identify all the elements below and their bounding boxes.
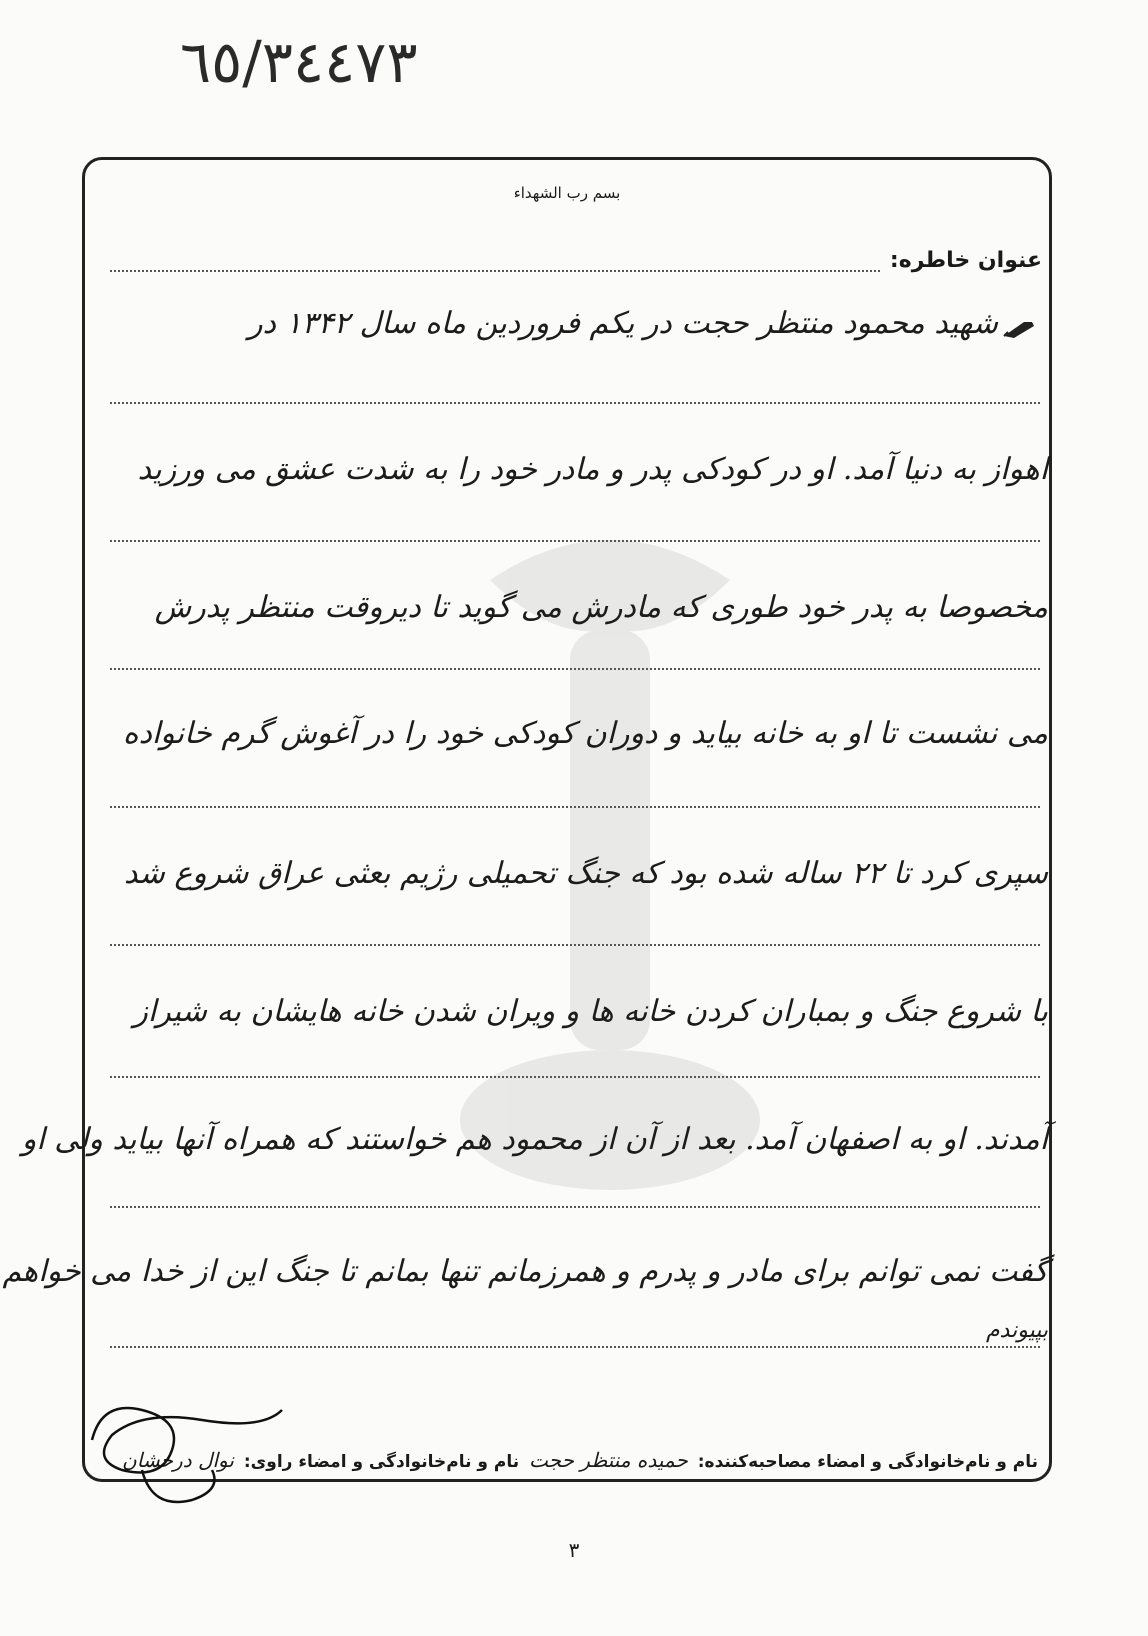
pen-icon [1002,318,1036,340]
narrator-name: نوال درخشان [122,1448,234,1472]
interviewer-label: نام و نام‌خانوادگی و امضاء مصاحبه‌کننده: [697,1452,1038,1472]
ruled-line [110,1206,1040,1208]
ruled-line [110,1346,1040,1348]
title-underline [110,270,880,272]
archive-number: ٦٥/٣٤٤٧٣ [180,28,418,96]
ruled-line [110,944,1040,946]
memoir-line-4: می نشست تا او به خانه بیاید و دوران کودکی خود را در آغوش گرم خانواده [122,716,1048,751]
ruled-line [110,1076,1040,1078]
memoir-line-9: بپیوندم [985,1318,1048,1343]
ruled-line [110,806,1040,808]
narrator-label: نام و نام‌خانوادگی و امضاء راوی: [243,1452,520,1472]
memoir-line-1: شهید محمود منتظر حجت در یکم فروردین ماه سال ۱۳۴۲ در [248,306,998,341]
signature-mark [82,1380,302,1520]
interviewer-name: حمیده منتظر حجت [529,1448,688,1472]
memoir-title-label: عنوان خاطره: [889,248,1042,273]
memoir-line-3: مخصوصا به پدر خود طوری که مادرش می گوید تا دیروقت منتظر پدرش [154,590,1048,625]
ruled-line [110,540,1040,542]
page-number: ۳ [568,1538,580,1562]
memoir-line-6: با شروع جنگ و بمباران کردن خانه ها و ویران شدن خانه هایشان به شیراز [133,994,1048,1029]
memoir-line-7: آمدند. او به اصفهان آمد. بعد از آن از محمود هم خواستند که همراه آنها بیاید ولی او [21,1122,1048,1157]
memoir-line-8: گفت نمی توانم برای مادر و پدرم و همرزمانم تنها بمانم تا جنگ این از خدا می خواهم [2,1254,1048,1289]
ruled-line [110,402,1040,404]
memoir-line-2: اهواز به دنیا آمد. او در کودکی پدر و مادر خود را به شدت عشق می ورزید [137,452,1048,487]
ruled-line [110,668,1040,670]
header-basmala: بسم رب الشهداء [513,184,621,202]
memoir-line-5: سپری کرد تا ۲۲ ساله شده بود که جنگ تحمیلی رژیم بعثی عراق شروع شد [123,856,1048,891]
